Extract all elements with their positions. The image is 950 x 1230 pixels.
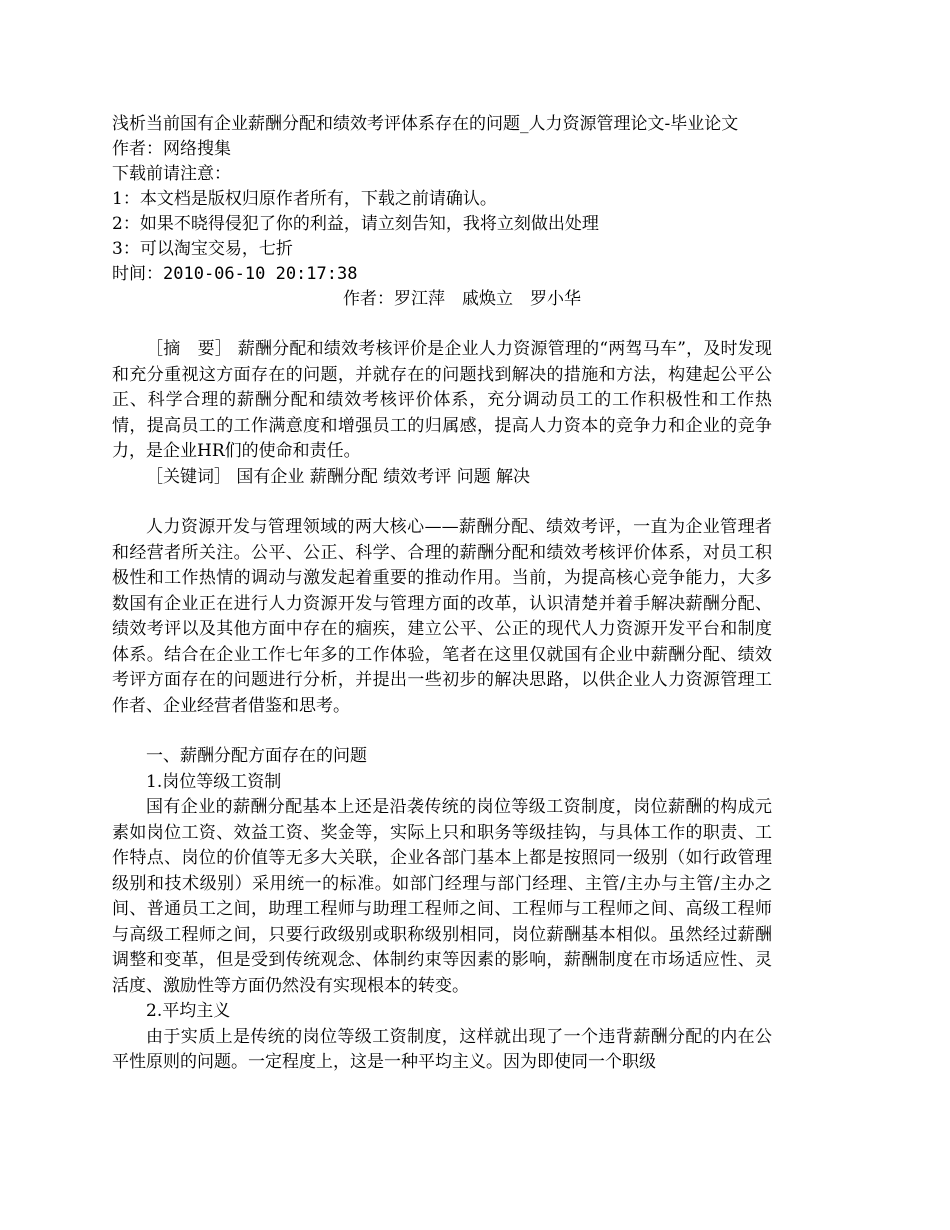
intro-paragraph: 人力资源开发与管理领域的两大核心——薪酬分配、绩效考评，一直为企业管理者和经营者所关注。公平、公正、科学、合理的薪酬分配和绩效考核评价体系，对员工积极性和工作热情的调动与激发起着重要的推动作用。当前，为提高核心竞争能力，大多数国有企业正在进行人力资源开发与管理方面的改革，认识清楚并着手解决薪酬分配、绩效考评以及其他方面中存在的痼疾，建立公平、公正的现代人力资源开发平台和制度体系。结合在企业工作七年多的工作体验，笔者在这里仅就国有企业中薪酬分配、绩效考评方面存在的问题进行分析，并提出一些初步的解决思路，以供企业人力资源管理工作者、企业经营者借鉴和思考。 (112, 517, 772, 716)
download-notice-heading: 下载前请注意： (112, 164, 231, 184)
subsection-1-paragraph: 国有企业的薪酬分配基本上还是沿袭传统的岗位等级工资制度，岗位薪酬的构成元素如岗位工资、效益工资、奖金等，实际上只和职务等级挂钩，与具体工作的职责、工作特点、岗位的价值等无多大关联，企业各部门基本上都是按照同一级别（如行政管理级别和技术级别）采用统一的标准。如部门经理与部门经理、主管/主办与主管/主办之间、普通员工之间，助理工程师与助理工程师之间、工程师与工程师之间、高级工程师与高级工程师之间，只要行政级别或职称级别相同，岗位薪酬基本相似。虽然经过薪酬调整和变革，但是受到传统观念、体制约束等因素的影响，薪酬制度在市场适应性、灵活度、激励性等方面仍然没有实现根本的转变。 (112, 797, 772, 996)
document-page (112, 112, 772, 1076)
document-title: 浅析当前国有企业薪酬分配和绩效考评体系存在的问题_人力资源管理论文-毕业论文 (112, 114, 739, 134)
download-notice-item-2: 2：如果不晓得侵犯了你的利益，请立刻告知，我将立刻做出处理 (112, 214, 599, 234)
keywords-line: ［关键词］ 国有企业 薪酬分配 绩效考评 问题 解决 (146, 466, 531, 487)
source-author-line: 作者：网络搜集 (112, 139, 231, 159)
abstract-paragraph: ［摘 要］ 薪酬分配和绩效考核评价是企业人力资源管理的“两驾马车”，及时发现和充分重视这方面存在的问题，并就存在的问题找到解决的措施和方法，构建起公平公正、科学合理的薪酬分配和绩效考核评价体系，充分调动员工的工作积极性和工作热情，提高员工的工作满意度和增强员工的归属感，提高人力资本的竞争力和企业的竞争力，是企业HR们的使命和责任。 (112, 339, 772, 461)
download-notice-item-1: 1：本文档是版权归原作者所有，下载之前请确认。 (112, 189, 497, 209)
subsection-2-paragraph: 由于实质上是传统的岗位等级工资制度，这样就出现了一个违背薪酬分配的内在公平性原则的问题。一定程度上，这是一种平均主义。因为即使同一个职级 (112, 1026, 772, 1072)
subsection-heading-2: 2.平均主义 (146, 1001, 231, 1021)
download-notice-item-3: 3：可以淘宝交易，七折 (112, 239, 293, 259)
article-authors: 作者：罗江萍 戚焕立 罗小华 (343, 289, 581, 309)
spacer (112, 719, 772, 744)
spacer (112, 490, 772, 515)
section-heading: 一、薪酬分配方面存在的问题 (146, 746, 367, 766)
publish-time-line: 时间：2010-06-10 20:17:38 (112, 264, 358, 284)
subsection-heading-1: 1.岗位等级工资制 (146, 771, 282, 792)
spacer (112, 312, 772, 337)
